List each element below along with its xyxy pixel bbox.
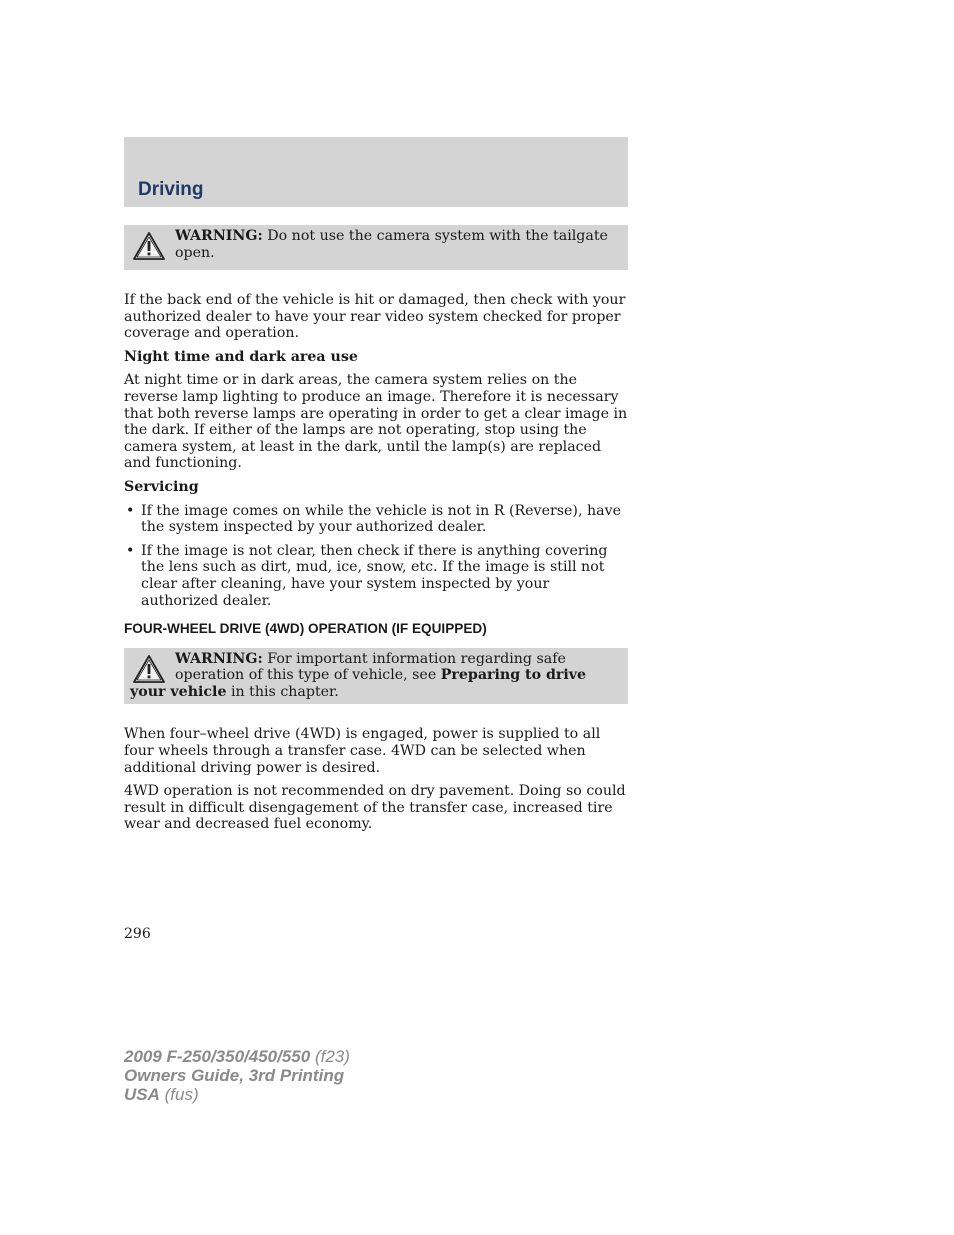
servicing-list <box>124 503 628 610</box>
subheading-servicing: Servicing <box>124 478 199 495</box>
warning-text: WARNING: For important information regarding safe operation of this type of vehicle, see Preparing to drive your vehicle in this chapter. <box>130 650 587 700</box>
footer-region: USA <box>124 1085 160 1104</box>
paragraph-4wd-pavement: 4WD operation is not recommended on dry pavement. Doing so could result in difficult disengagement of the transfer case, increased tire wear and decreased fuel economy. <box>124 783 626 833</box>
footer-model: 2009 F-250/350/450/550 <box>124 1047 311 1066</box>
paragraph-rear-damage: If the back end of the vehicle is hit or damaged, then check with your authorized dealer to have your rear video system checked for proper coverage and operation. <box>124 292 626 342</box>
footer-model-code: (f23) <box>310 1047 350 1066</box>
footer-region-code: (fus) <box>159 1085 199 1104</box>
footer-edition: Owners Guide, 3rd Printing <box>124 1066 345 1085</box>
section-header-band <box>124 137 628 207</box>
paragraph-night: At night time or in dark areas, the camera system relies on the reverse lamp lighting to produce an image. Therefore it is necessary that both reverse lamps are operating in order to get a clear image in the dark. If either of the lamps are not operating, stop using the camera system, at least in the dark, until the lamp(s) are replaced and functioning. <box>124 372 628 472</box>
paragraph-4wd-engaged: When four–wheel drive (4WD) is engaged, power is supplied to all four wheels through a transfer case. 4WD can be selected when additional driving power is desired. <box>124 726 601 776</box>
bullet-icon: • <box>126 502 135 519</box>
list-item: • If the image comes on while the vehicle is not in R (Reverse), have the system inspected by your authorized dealer. <box>126 502 621 536</box>
document-footer <box>124 1047 350 1104</box>
bullet-icon: • <box>126 542 135 559</box>
warning-triangle-icon <box>132 654 166 684</box>
warning-label: WARNING: <box>175 228 263 244</box>
section-heading-4wd: FOUR-WHEEL DRIVE (4WD) OPERATION (IF EQUIPPED) <box>124 621 487 637</box>
warning-triangle-icon <box>132 231 166 261</box>
warning-box-4wd <box>124 648 628 705</box>
section-title: Driving <box>138 179 204 200</box>
warning-text <box>130 228 620 261</box>
list-item: • If the image is not clear, then check if there is anything covering the lens such as dirt, mud, ice, snow, etc. If the image is still not clear after cleaning, have your system inspected by your authorized dealer. <box>126 542 608 609</box>
warning-body: Do not use the camera system with the tailgate open. <box>175 228 608 261</box>
subheading-night: Night time and dark area use <box>124 348 358 365</box>
page-content <box>124 225 628 833</box>
page-number: 296 <box>124 926 151 942</box>
cross-reference: Preparing to drive your vehicle <box>130 667 587 700</box>
warning-label: WARNING: <box>175 650 263 667</box>
warning-box-camera <box>124 225 628 270</box>
